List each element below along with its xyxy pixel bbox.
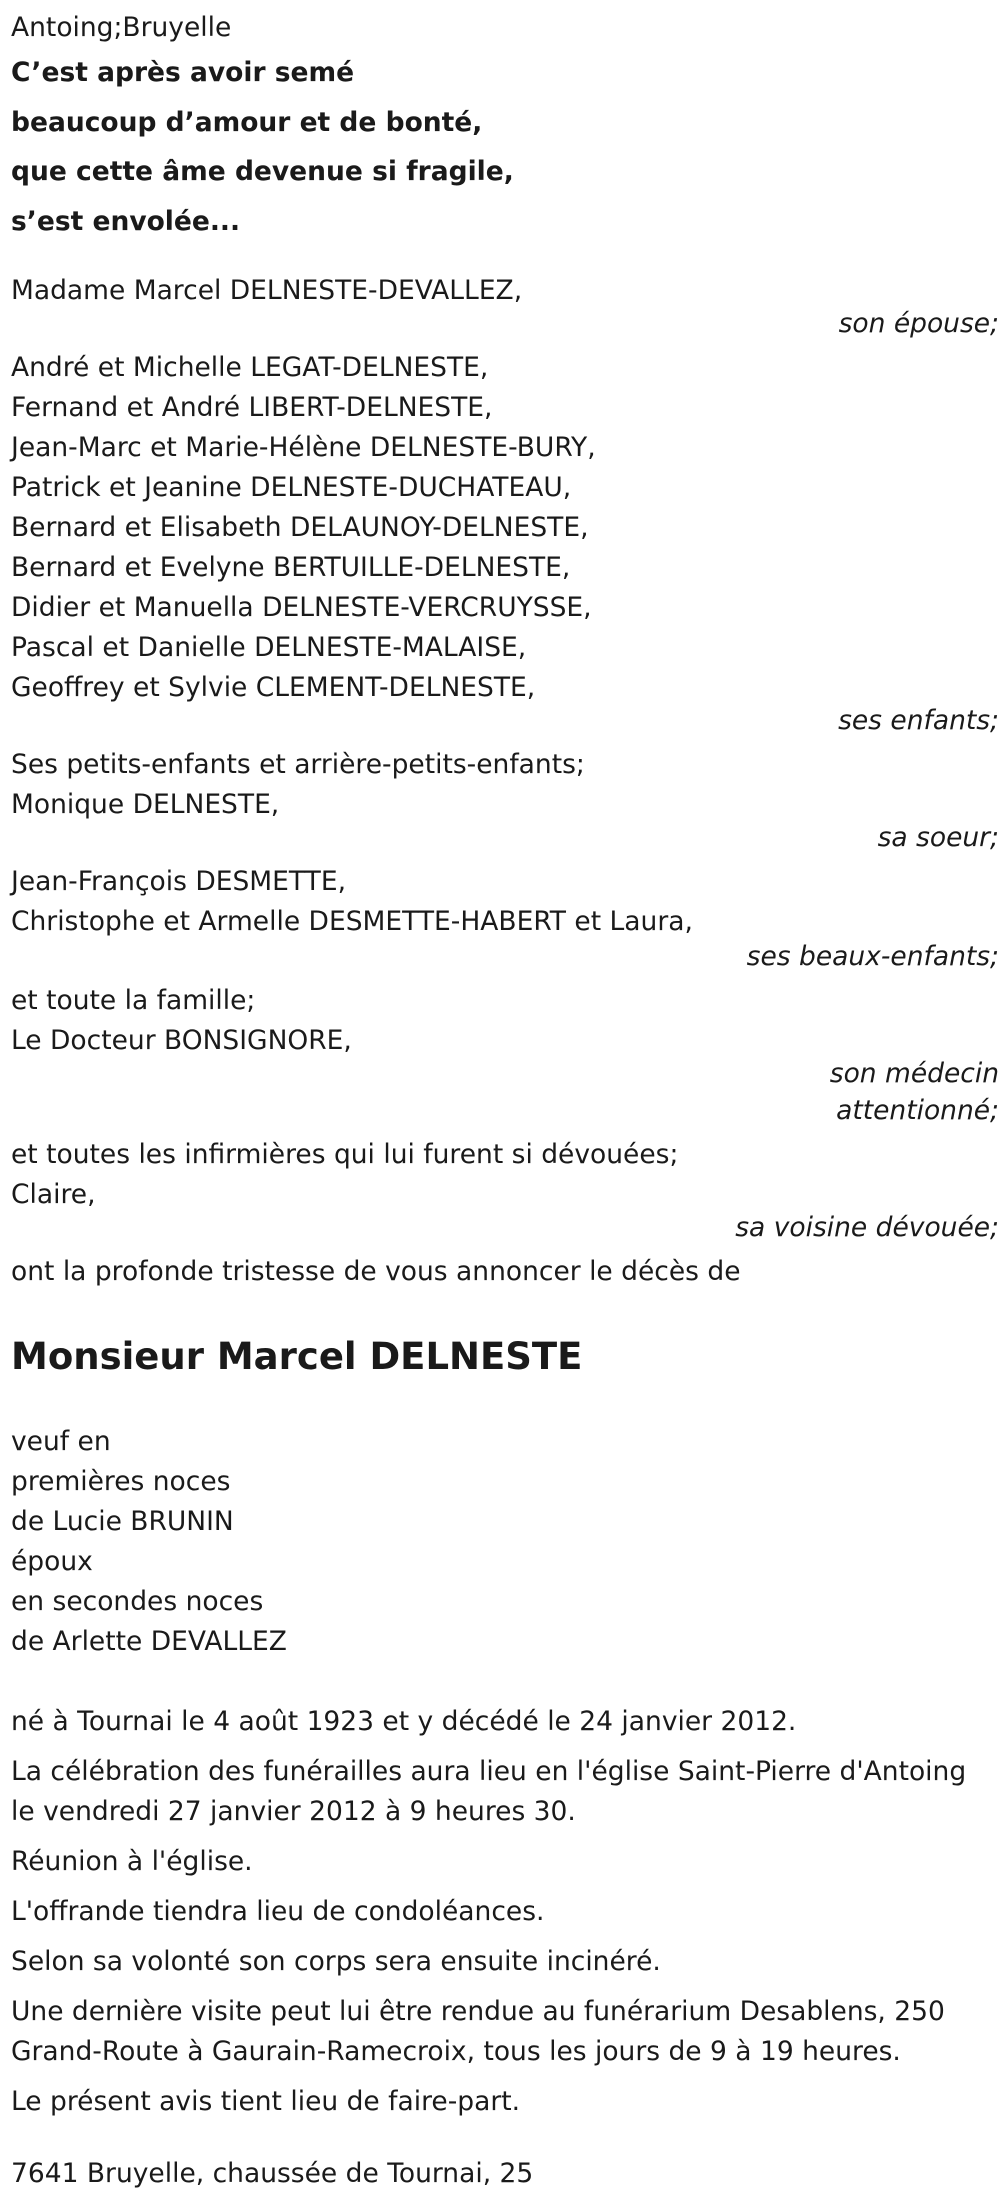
family-name: Claire,	[11, 1179, 96, 1210]
offering	[11, 1892, 999, 1932]
info-line: Grand-Route à Gaurain-Ramecroix, tous les jours de 9 à 19 heures.	[11, 2036, 901, 2067]
detail-line: veuf en	[11, 1426, 111, 1457]
family-doctor	[11, 981, 999, 1129]
detail-line: premières noces	[11, 1466, 231, 1497]
epitaph	[11, 48, 999, 246]
detail-line: de Arlette DEVALLEZ	[11, 1626, 287, 1657]
location-header: Antoing;Bruyelle	[11, 12, 232, 43]
family-neighbour	[11, 1135, 999, 1246]
family-role: sa voisine dévouée;	[735, 1212, 999, 1243]
info-line: Le présent avis tient lieu de faire-part.	[11, 2086, 521, 2117]
family-name: Madame Marcel DELNESTE-DEVALLEZ,	[11, 275, 523, 306]
family-name: Jean-Marc et Marie-Hélène DELNESTE-BURY,	[11, 432, 596, 463]
family-name: Bernard et Elisabeth DELAUNOY-DELNESTE,	[11, 512, 589, 543]
ceremony	[11, 1752, 999, 1832]
epitaph-line: que cette âme devenue si fragile,	[11, 156, 514, 187]
detail-line: de Lucie BRUNIN	[11, 1506, 234, 1537]
info-line: Une dernière visite peut lui être rendue au funérarium Desablens, 250	[11, 1996, 945, 2027]
family-name: Geoffrey et Sylvie CLEMENT-DELNESTE,	[11, 672, 536, 703]
family-name: Christophe et Armelle DESMETTE-HABERT et Laura,	[11, 906, 693, 937]
family-name: Patrick et Jeanine DELNESTE-DUCHATEAU,	[11, 472, 572, 503]
family-name: Bernard et Evelyne BERTUILLE-DELNESTE,	[11, 552, 571, 583]
cremation	[11, 1942, 999, 1982]
epitaph-line: s’est envolée...	[11, 205, 241, 237]
epitaph-line: beaucoup d’amour et de bonté,	[11, 106, 483, 138]
family-spouse	[11, 271, 999, 342]
family-role: attentionné;	[836, 1095, 999, 1126]
family-name: et toutes les infirmières qui lui furent si dévouées;	[11, 1139, 679, 1170]
family-children	[11, 348, 999, 739]
address: 7641 Bruyelle, chaussée de Tournai, 25	[11, 2158, 534, 2189]
deceased-name: Monsieur Marcel DELNESTE	[11, 1335, 583, 1378]
family-role: ses beaux-enfants;	[746, 941, 999, 972]
info-line: La célébration des funérailles aura lieu en l'église Saint-Pierre d'Antoing	[11, 1756, 967, 1787]
family-name: Fernand et André LIBERT-DELNESTE,	[11, 392, 493, 423]
deceased-details	[11, 1422, 999, 1662]
visit	[11, 1992, 999, 2072]
info-line: le vendredi 27 janvier 2012 à 9 heures 30.	[11, 1796, 576, 1827]
announcement: ont la profonde tristesse de vous annoncer le décès de	[11, 1256, 741, 1287]
family-name: Pascal et Danielle DELNESTE-MALAISE,	[11, 632, 527, 663]
family-name: Ses petits-enfants et arrière-petits-enfants;	[11, 749, 585, 780]
epitaph-line: C’est après avoir semé	[11, 57, 355, 88]
family-role: son médecin	[829, 1058, 999, 1089]
funeral-info	[11, 1702, 999, 2122]
family-name: Didier et Manuella DELNESTE-VERCRUYSSE,	[11, 592, 592, 623]
detail-line: en secondes noces	[11, 1586, 264, 1617]
meeting	[11, 1842, 999, 1882]
family-role: sa soeur;	[877, 822, 999, 853]
family-name: André et Michelle LEGAT-DELNESTE,	[11, 352, 489, 383]
family-name: et toute la famille;	[11, 985, 256, 1016]
family-name: Le Docteur BONSIGNORE,	[11, 1025, 352, 1056]
notice	[11, 2082, 999, 2122]
detail-line: époux	[11, 1546, 93, 1577]
family-role: son épouse;	[838, 308, 999, 339]
family-name: Monique DELNESTE,	[11, 789, 280, 820]
family-sister	[11, 745, 999, 856]
family-name: Jean-François DESMETTE,	[11, 866, 346, 897]
info-line: L'offrande tiendra lieu de condoléances.	[11, 1896, 545, 1927]
info-line: Selon sa volonté son corps sera ensuite incinéré.	[11, 1946, 661, 1977]
info-line: né à Tournai le 4 août 1923 et y décédé le 24 janvier 2012.	[11, 1706, 797, 1737]
family-stepchildren	[11, 862, 999, 975]
birth-death	[11, 1702, 999, 1742]
info-line: Réunion à l'église.	[11, 1846, 253, 1877]
family-role: ses enfants;	[838, 705, 999, 736]
